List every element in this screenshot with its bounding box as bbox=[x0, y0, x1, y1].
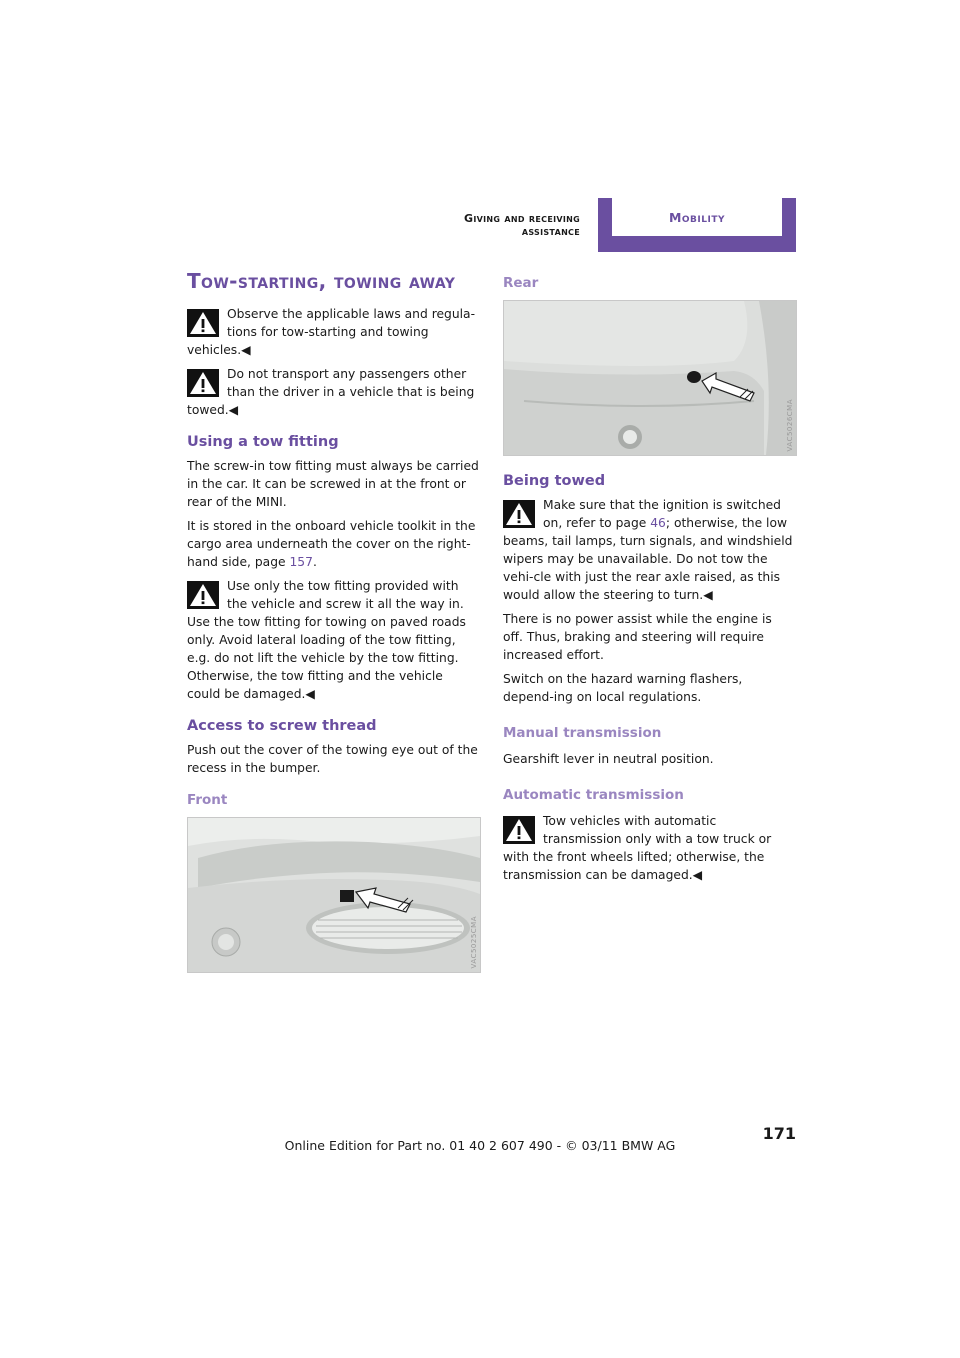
paragraph bbox=[187, 517, 479, 571]
subheading-rear: Rear bbox=[503, 275, 539, 291]
warning-triangle-icon bbox=[503, 500, 535, 528]
page-link[interactable]: 46 bbox=[650, 516, 666, 530]
front-bumper-figure bbox=[187, 817, 481, 973]
subheading-access-screw-thread: Access to screw thread bbox=[187, 718, 377, 734]
subheading-being-towed: Being towed bbox=[503, 473, 606, 489]
running-header-section: Giving and receiving assistance bbox=[464, 212, 580, 238]
warning-triangle-icon bbox=[187, 581, 219, 609]
section-title: Tow-starting, towing away bbox=[187, 269, 456, 293]
subheading-manual-transmission: Manual transmission bbox=[503, 725, 662, 741]
warning-block bbox=[187, 577, 479, 703]
subheading-front: Front bbox=[187, 792, 228, 808]
paragraph: The screw-in tow fitting must always be carried in the car. It can be screwed in at the front or rear of the MINI. bbox=[187, 459, 479, 509]
warning-block bbox=[503, 812, 795, 884]
paragraph: Switch on the hazard warning flashers, depend-ing on local regulations. bbox=[503, 672, 743, 704]
front-bumper-illustration bbox=[188, 818, 480, 972]
page-link[interactable]: 157 bbox=[289, 555, 313, 569]
warning-text: ; otherwise, the low beams, tail lamps, turn signals, and windshield wipers may be unavailable. Do not tow the vehi-cle with just the rear axle raised, as this would allow the steering to turn.◀ bbox=[503, 516, 793, 602]
right-column bbox=[503, 268, 795, 890]
left-column bbox=[187, 268, 479, 973]
paragraph-text: It is stored in the onboard vehicle toolkit in the cargo area underneath the cover on the right-hand side, page bbox=[187, 519, 476, 569]
paragraph: There is no power assist while the engine is off. Thus, braking and steering will require increased effort. bbox=[503, 612, 772, 662]
warning-triangle-icon bbox=[503, 816, 535, 844]
figure-code: VAC5026CMA bbox=[786, 398, 794, 451]
paragraph-text: . bbox=[312, 555, 317, 569]
warning-block bbox=[503, 496, 795, 604]
rear-bumper-illustration bbox=[504, 301, 796, 455]
chapter-tab-label: Mobility bbox=[612, 198, 782, 236]
warning-text: Tow vehicles with automatic transmission only with a tow truck or with the front wheels lifted; otherwise, the transmission can be damaged.◀ bbox=[503, 814, 772, 882]
page-number: 171 bbox=[762, 1124, 796, 1143]
warning-text: Use only the tow fitting provided with the vehicle and screw it all the way in. Use the tow fitting for towing on paved roads only. Avoid lateral loading of the tow fitting, e.g. do not lift the vehicle by the tow fitting. Otherwise, the tow fitting and the vehicle could be damaged.◀ bbox=[187, 579, 466, 701]
rear-bumper-figure bbox=[503, 300, 797, 456]
warning-text: Do not transport any passengers other than the driver in a vehicle that is being towed.◀ bbox=[187, 367, 475, 417]
warning-triangle-icon bbox=[187, 309, 219, 337]
figure-code: VAC5025CMA bbox=[470, 915, 478, 968]
footer-edition: Online Edition for Part no. 01 40 2 607 490 - © 03/11 BMW AG bbox=[284, 1138, 676, 1153]
subheading-automatic-transmission: Automatic transmission bbox=[503, 787, 684, 803]
subheading-tow-fitting: Using a tow fitting bbox=[187, 434, 339, 450]
paragraph: Gearshift lever in neutral position. bbox=[503, 752, 714, 766]
warning-text: Make sure that the ignition is switched on, refer to page bbox=[543, 498, 781, 530]
warning-block bbox=[187, 365, 479, 419]
warning-text: Observe the applicable laws and regula-tions for tow-starting and towing vehicles.◀ bbox=[187, 307, 476, 357]
paragraph: Push out the cover of the towing eye out of the recess in the bumper. bbox=[187, 743, 478, 775]
warning-triangle-icon bbox=[187, 369, 219, 397]
warning-block bbox=[187, 305, 479, 359]
